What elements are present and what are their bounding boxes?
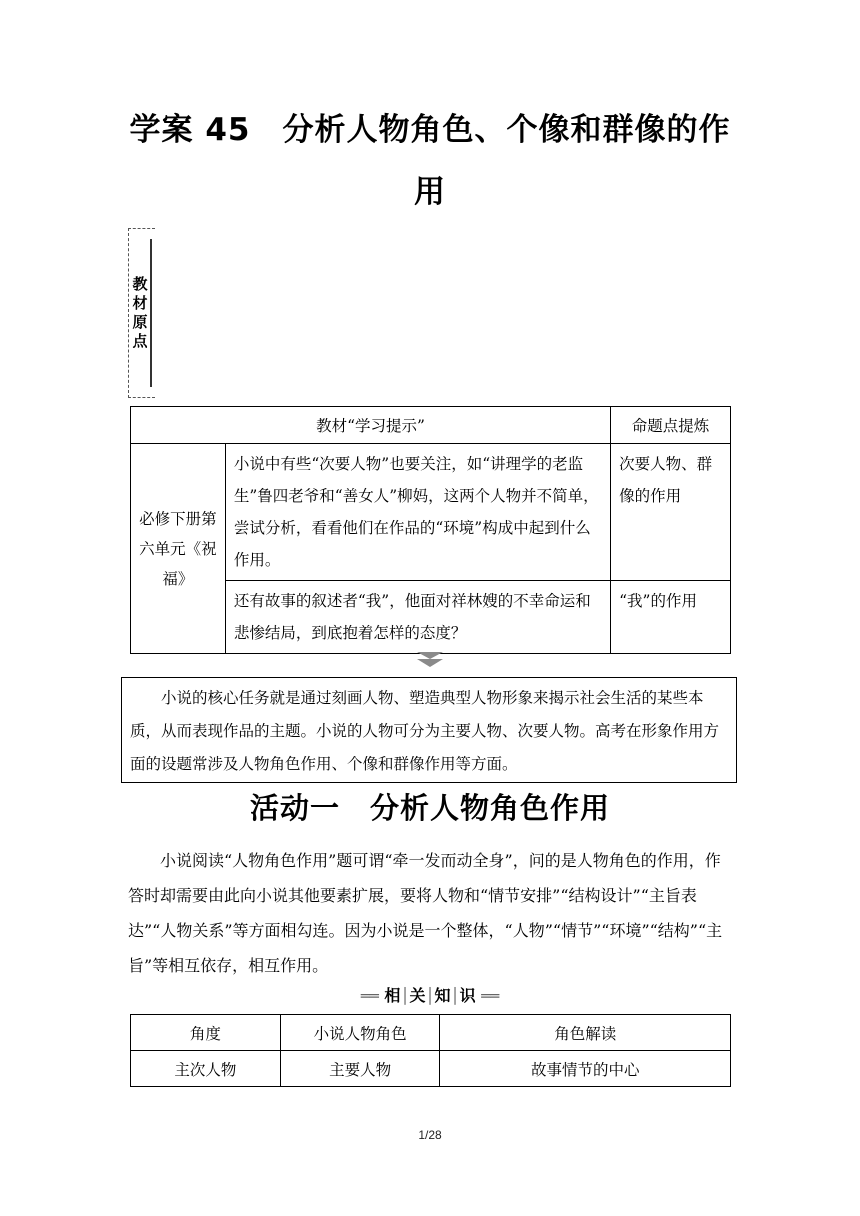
knowledge-header-cell: 角色解读	[440, 1015, 731, 1051]
chevron-down-icon	[417, 652, 443, 668]
page-number: 1/28	[418, 1128, 442, 1142]
knowledge-header: ══ 相│关│知│识 ══	[360, 986, 500, 1005]
side-tag-label: 教材原点	[132, 275, 148, 350]
knowledge-header-char: 关	[409, 986, 426, 1005]
knowledge-header-char: 知	[434, 986, 451, 1005]
textbook-unit-cell: 必修下册第六单元《祝福》	[131, 444, 226, 654]
knowledge-header-cell: 小说人物角色	[280, 1015, 440, 1051]
section-side-tag	[128, 228, 155, 398]
table-header-points: 命题点提炼	[611, 407, 731, 444]
activity-paragraph: 小说阅读“人物角色作用”题可谓“牵一发而动全身”，问的是人物角色的作用，作答时却需要由此向小说其他要素扩展，要将人物和“情节安排”“结构设计”“主旨表达”“人物关系”等方面相勾连。因为小说是一个整体，“人物”“情节”“环境”“结构”“主旨”等相互依存，相互作用。	[128, 851, 723, 975]
page-title-line-1: 学案 45 分析人物角色、个像和群像的作	[129, 112, 731, 148]
textbook-hints-table	[130, 406, 731, 654]
knowledge-cell: 主次人物	[131, 1051, 281, 1087]
knowledge-header-deco-left: ══	[360, 987, 379, 1005]
knowledge-header-char: 相	[384, 986, 401, 1005]
intro-box: 小说的核心任务就是通过刻画人物、塑造典型人物形象来揭示社会生活的某些本质，从而表现作品的主题。小说的人物可分为主要人物、次要人物。高考在形象作用方面的设题常涉及人物角色作用、个像和群像作用等方面。	[121, 677, 737, 783]
knowledge-header-char: 识	[459, 986, 476, 1005]
knowledge-header-cell: 角度	[131, 1015, 281, 1051]
activity-title: 活动一 分析人物角色作用	[249, 791, 610, 825]
knowledge-cell: 故事情节的中心	[440, 1051, 731, 1087]
table-cell-hint: 小说中有些“次要人物”也要关注，如“讲理学的老监生”鲁四老爷和“善女人”柳妈，这两个人物并不简单，尝试分析，看看他们在作品的“环境”构成中起到什么作用。	[225, 444, 610, 581]
table-cell-point: 次要人物、群像的作用	[611, 444, 731, 581]
table-cell-point: “我”的作用	[611, 581, 731, 654]
side-tag-bar	[150, 239, 152, 387]
table-header-hints: 教材“学习提示”	[131, 407, 611, 444]
knowledge-table	[130, 1014, 731, 1087]
knowledge-header-deco-right: ══	[481, 987, 500, 1005]
table-cell-hint: 还有故事的叙述者“我”，他面对祥林嫂的不幸命运和悲惨结局，到底抱着怎样的态度？	[225, 581, 610, 654]
knowledge-cell: 主要人物	[280, 1051, 440, 1087]
page-title-line-2: 用	[414, 174, 446, 210]
